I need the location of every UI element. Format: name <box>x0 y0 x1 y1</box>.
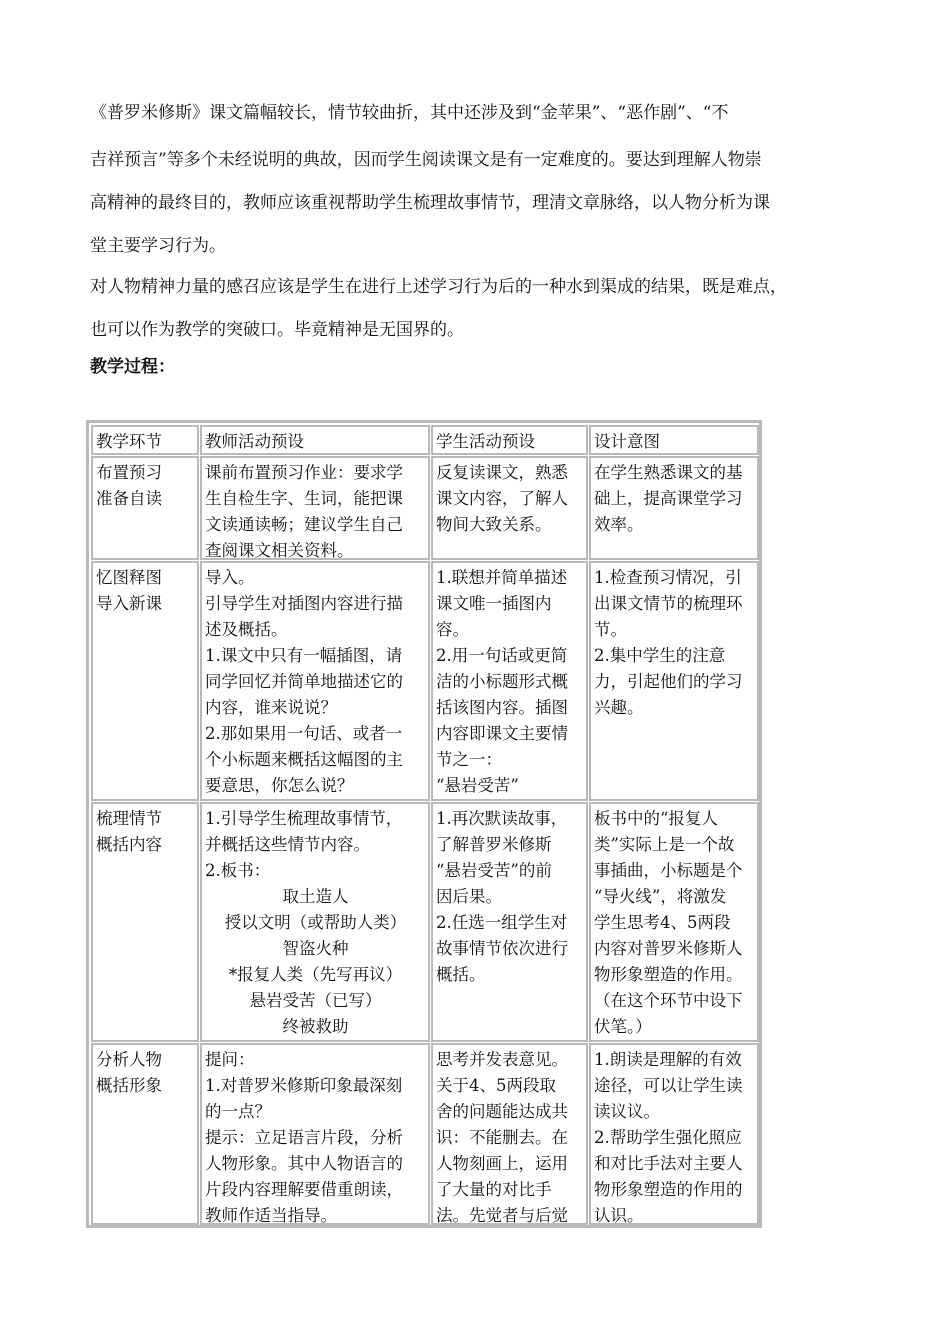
teacher-activity-cell: 课前布置预习作业：要求学 生自检生字、生词，能把课 文读通读畅；建议学生自己 查阅课文相关资料。 <box>200 456 430 560</box>
text-line: 高精神的最终目的，教师应该重视帮助学生梳理故事情节，理清文章脉络，以人物分析为课 <box>90 193 770 213</box>
student-activity-cell: 反复读课文，熟悉 课文内容，了解人 物间大致关系。 <box>431 456 588 560</box>
design-intent-cell: 1.检查预习情况，引 出课文情节的梳理环 节。 2.集中学生的注意 力，引起他们的学习 兴趣。 <box>589 561 759 801</box>
student-activity-cell: 1.联想并简单描述 课文唯一插图内 容。 2.用一句话或更简 洁的小标题形式概 括该图内容。插图 内容即课文主要情 节之一： “悬岩受苦” <box>431 561 588 801</box>
teaching-process-table <box>86 420 762 1228</box>
board-item: *报复人类（先写再议） <box>228 965 403 984</box>
text-line: 也可以作为教学的突破口。毕竟精神是无国界的。 <box>90 320 464 340</box>
student-activity-cell: 1.再次默读故事， 了解普罗米修斯 “悬岩受苦”的前 因后果。 2.任选一组学生对 故事情节依次进行 概括。 <box>431 802 588 1042</box>
stage-cell: 布置预习 准备自读 <box>91 456 199 560</box>
table-header-cell: 设计意图 <box>589 425 759 455</box>
text-line: 《普罗米修斯》课文篇幅较长，情节较曲折，其中还涉及到“金苹果”、“恶作剧”、“不 <box>90 103 729 123</box>
board-item: 授以文明（或帮助人类） <box>224 913 407 932</box>
teacher-activity-cell: 提问： 1.对普罗米修斯印象最深刻 的一点？ 提示：立足语言片段，分析 人物形象。其中人物语言的 片段内容理解要借重朗读， 教师作适当指导。 <box>200 1043 430 1225</box>
stage-cell: 忆图释图 导入新课 <box>91 561 199 801</box>
board-item: 智盗火种 <box>282 939 349 958</box>
board-item: 取土造人 <box>282 887 349 906</box>
design-intent-cell: 在学生熟悉课文的基 础上，提高课堂学习 效率。 <box>589 456 759 560</box>
table-header-cell: 教师活动预设 <box>200 425 430 455</box>
table-header-cell: 学生活动预设 <box>431 425 588 455</box>
board-item: 悬岩受苦（已写） <box>249 991 382 1010</box>
design-intent-cell: 板书中的“报复人 类”实际上是一个故 事插曲，小标题是个 “导火线”，将激发 学生思考4、5两段 内容对普罗米修斯人 物形象塑造的作用。 （在这个环节中设下 伏笔。） <box>589 802 759 1042</box>
teacher-activity-cell: 导入。 引导学生对插图内容进行描 述及概括。 1.课文中只有一幅插图，请 同学回忆并简单地描述它的 内容，谁来说说？ 2.那如果用一句话、或者一 个小标题来概括这幅图的主 要意思，你怎么说？ <box>200 561 430 801</box>
text-line: 吉祥预言”等多个未经说明的典故，因而学生阅读课文是有一定难度的。要达到理解人物崇 <box>90 150 762 170</box>
stage-cell: 分析人物 概括形象 <box>91 1043 199 1225</box>
design-intent-cell: 1.朗读是理解的有效 途径，可以让学生读 读议议。 2.帮助学生强化照应 和对比手法对主要人 物形象塑造的作用的 认识。 <box>589 1043 759 1225</box>
table-header-cell: 教学环节 <box>91 425 199 455</box>
section-heading: 教学过程： <box>90 357 175 377</box>
student-activity-cell: 思考并发表意见。 关于4、5两段取 舍的问题能达成共 识：不能删去。在 人物刻画上，运用 了大量的对比手 法。先觉者与后觉 <box>431 1043 588 1225</box>
teacher-activity-cell: 1.引导学生梳理故事情节， 并概括这些情节内容。 2.板书： 取土造人 授以文明（或帮助人类） 智盗火种 *报复人类（先写再议） 悬岩受苦（已写） 终被救助 <box>200 802 430 1042</box>
stage-cell: 梳理情节 概括内容 <box>91 802 199 1042</box>
text-line: 对人物精神力量的感召应该是学生在进行上述学习行为后的一种水到渠成的结果，既是难点， <box>90 277 787 297</box>
text-line: 堂主要学习行为。 <box>90 236 226 256</box>
board-item: 终被救助 <box>282 1017 349 1036</box>
